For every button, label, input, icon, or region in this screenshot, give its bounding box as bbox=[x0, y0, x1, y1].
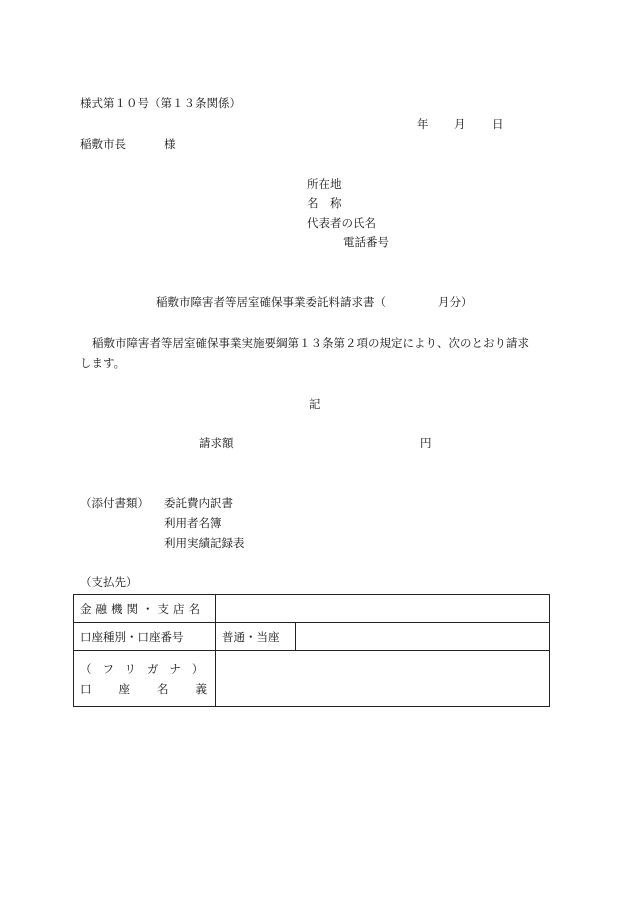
payment-table bbox=[73, 594, 550, 707]
bank-label bbox=[80, 601, 209, 617]
addressee-name: 稲敷市長 bbox=[80, 137, 126, 151]
title-main: 稲敷市障害者等居室確保事業委託料請求書（ bbox=[156, 295, 386, 309]
attachment-item: 委託費内訳書 bbox=[164, 496, 233, 510]
address-label: 所在地 bbox=[307, 177, 342, 191]
bank-label-text: 金融機関・支店名 bbox=[80, 601, 204, 616]
holder-label: 口座名義 bbox=[80, 681, 234, 696]
title-suffix: 月分） bbox=[438, 295, 473, 309]
bank-value-cell[interactable] bbox=[216, 595, 550, 623]
body-line-2: します。 bbox=[80, 355, 126, 370]
payment-label: （支払先） bbox=[80, 575, 138, 589]
ki-heading: 記 bbox=[309, 397, 321, 411]
account-type-label: 口座種別・口座番号 bbox=[80, 629, 184, 644]
date-month: 月 bbox=[454, 117, 466, 131]
holder-row bbox=[74, 651, 550, 707]
phone-label: 電話番号 bbox=[343, 235, 389, 249]
bank-row bbox=[74, 595, 550, 623]
attachment-item: 利用者名簿 bbox=[164, 516, 222, 530]
account-number-cell[interactable] bbox=[296, 623, 550, 651]
amount-label: 請求額 bbox=[199, 436, 234, 450]
account-type-label-cell bbox=[74, 623, 216, 651]
representative-label: 代表者の氏名 bbox=[307, 216, 376, 230]
date-year: 年 bbox=[417, 117, 429, 131]
date-day: 日 bbox=[492, 117, 504, 131]
name-label: 名 称 bbox=[307, 196, 342, 210]
body-text bbox=[80, 337, 529, 371]
attachments-label: （添付書類） bbox=[80, 496, 149, 510]
holder-value-cell[interactable] bbox=[216, 651, 550, 707]
attachment-item: 利用実績記録表 bbox=[164, 536, 245, 550]
addressee-honorific: 様 bbox=[164, 137, 176, 151]
body-line-1: 稲敷市障害者等居室確保事業実施要綱第１３条第２項の規定により、次のとおり請求 bbox=[92, 336, 529, 350]
form-number: 様式第１０号（第１３条関係） bbox=[80, 96, 241, 110]
attachments-list bbox=[164, 497, 245, 557]
account-type-value-cell[interactable] bbox=[216, 623, 296, 651]
furigana-label: （フリガナ） bbox=[80, 661, 215, 676]
account-type-value: 普通・当座 bbox=[222, 629, 280, 644]
bank-label-cell bbox=[74, 595, 216, 623]
holder-label-cell bbox=[74, 651, 234, 707]
account-row bbox=[74, 623, 550, 651]
amount-unit: 円 bbox=[420, 436, 432, 450]
